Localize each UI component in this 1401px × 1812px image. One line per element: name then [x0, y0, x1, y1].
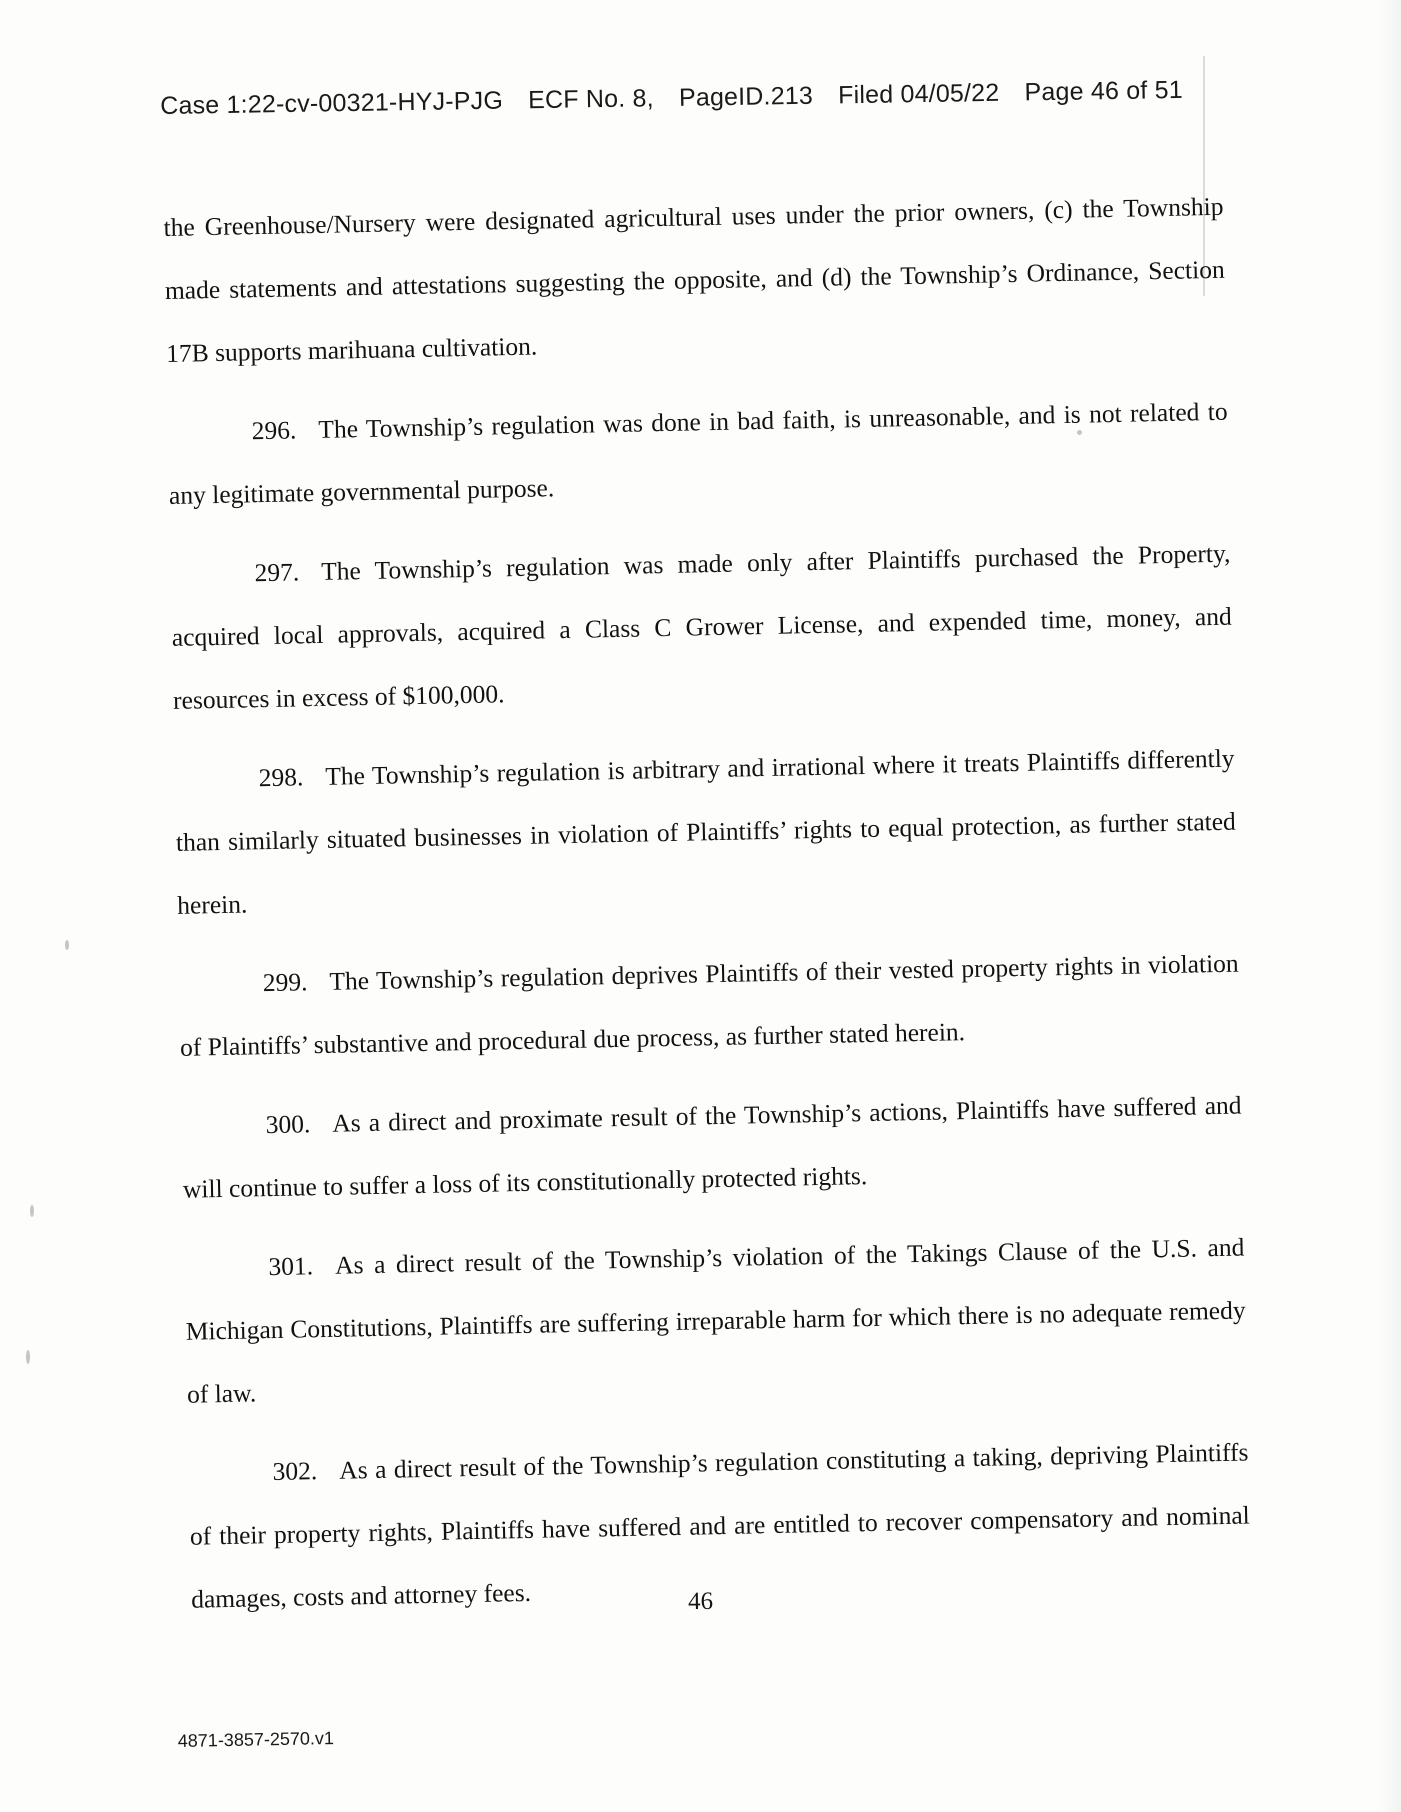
paragraph-continuation	[163, 175, 1227, 385]
paragraph-301	[184, 1216, 1248, 1426]
header-case-number: Case 1:22-cv-00321-HYJ-PJG	[160, 86, 504, 120]
document-id-footer: 4871-3857-2570.v1	[177, 1728, 335, 1752]
paragraph-text: As a direct and proximate result of the Township’s actions, Plaintiffs have suffered and will continue to suffer a loss of its constitutionally protected rights.	[182, 1090, 1242, 1204]
paragraph-text: The Township’s regulation is arbitrary and irrational where it treats Plaintiffs differently than similarly situated businesses in violation of Plaintiffs’ rights to equal protection, as further stated herein.	[175, 743, 1237, 920]
paragraph-300	[181, 1074, 1243, 1221]
scan-speck	[30, 1205, 34, 1217]
paragraph-number: 302.	[272, 1456, 318, 1487]
paragraph-text: the Greenhouse/Nursery were designated agricultural uses under the prior owners, (c) the Township made statements and attestations suggesting the opposite, and (d) the Township’s Ordinance, Section 17B supports marihuana cultivation.	[163, 191, 1225, 368]
paragraph-text: The Township’s regulation was done in bad faith, is unreasonable, and is not related to any legitimate governmental purpose.	[168, 396, 1228, 510]
header-filed-date: Filed 04/05/22	[837, 78, 1000, 110]
paragraph-296	[167, 380, 1229, 527]
paragraph-number: 299.	[262, 967, 308, 998]
paragraph-text: As a direct result of the Township’s violation of the Takings Clause of the U.S. and Michigan Constitutions, Plaintiffs are suffering irreparable harm for which there is no adequate remedy of law.	[185, 1232, 1246, 1409]
paragraph-number: 301.	[268, 1251, 314, 1282]
paragraph-number: 297.	[254, 557, 300, 588]
paragraph-298	[174, 727, 1238, 937]
scan-speck	[26, 1350, 30, 1364]
document-body	[163, 175, 1252, 1647]
paragraph-number: 298.	[258, 762, 304, 793]
paragraph-299	[178, 932, 1240, 1079]
paragraph-297	[170, 522, 1234, 732]
page-number: 46	[687, 1587, 714, 1616]
header-page-range: Page 46 of 51	[1024, 75, 1184, 107]
paragraph-number: 296.	[251, 415, 297, 446]
paragraph-text: The Township’s regulation deprives Plaintiffs of their vested property rights in violation of Plaintiffs’ substantive and procedural due process, as further stated herein.	[179, 948, 1239, 1062]
header-ecf-number: ECF No. 8,	[527, 84, 655, 115]
header-page-id: PageID.213	[678, 81, 814, 112]
paragraph-text: As a direct result of the Township’s regulation constituting a taking, depriving Plaintiffs of their property rights, Plaintiffs have suffered and are entitled to recover compensatory and nominal damages, costs and attorney fees.	[189, 1437, 1250, 1614]
paragraph-text: The Township’s regulation was made only after Plaintiffs purchased the Property, acquired local approvals, acquired a Class C Grower License, and expended time, money, and resources in excess of $100,000.	[171, 538, 1232, 715]
paragraph-number: 300.	[265, 1109, 311, 1140]
scan-shadow-edge	[1379, 0, 1401, 1812]
scan-speck	[65, 940, 69, 950]
court-filing-header	[160, 75, 1260, 121]
